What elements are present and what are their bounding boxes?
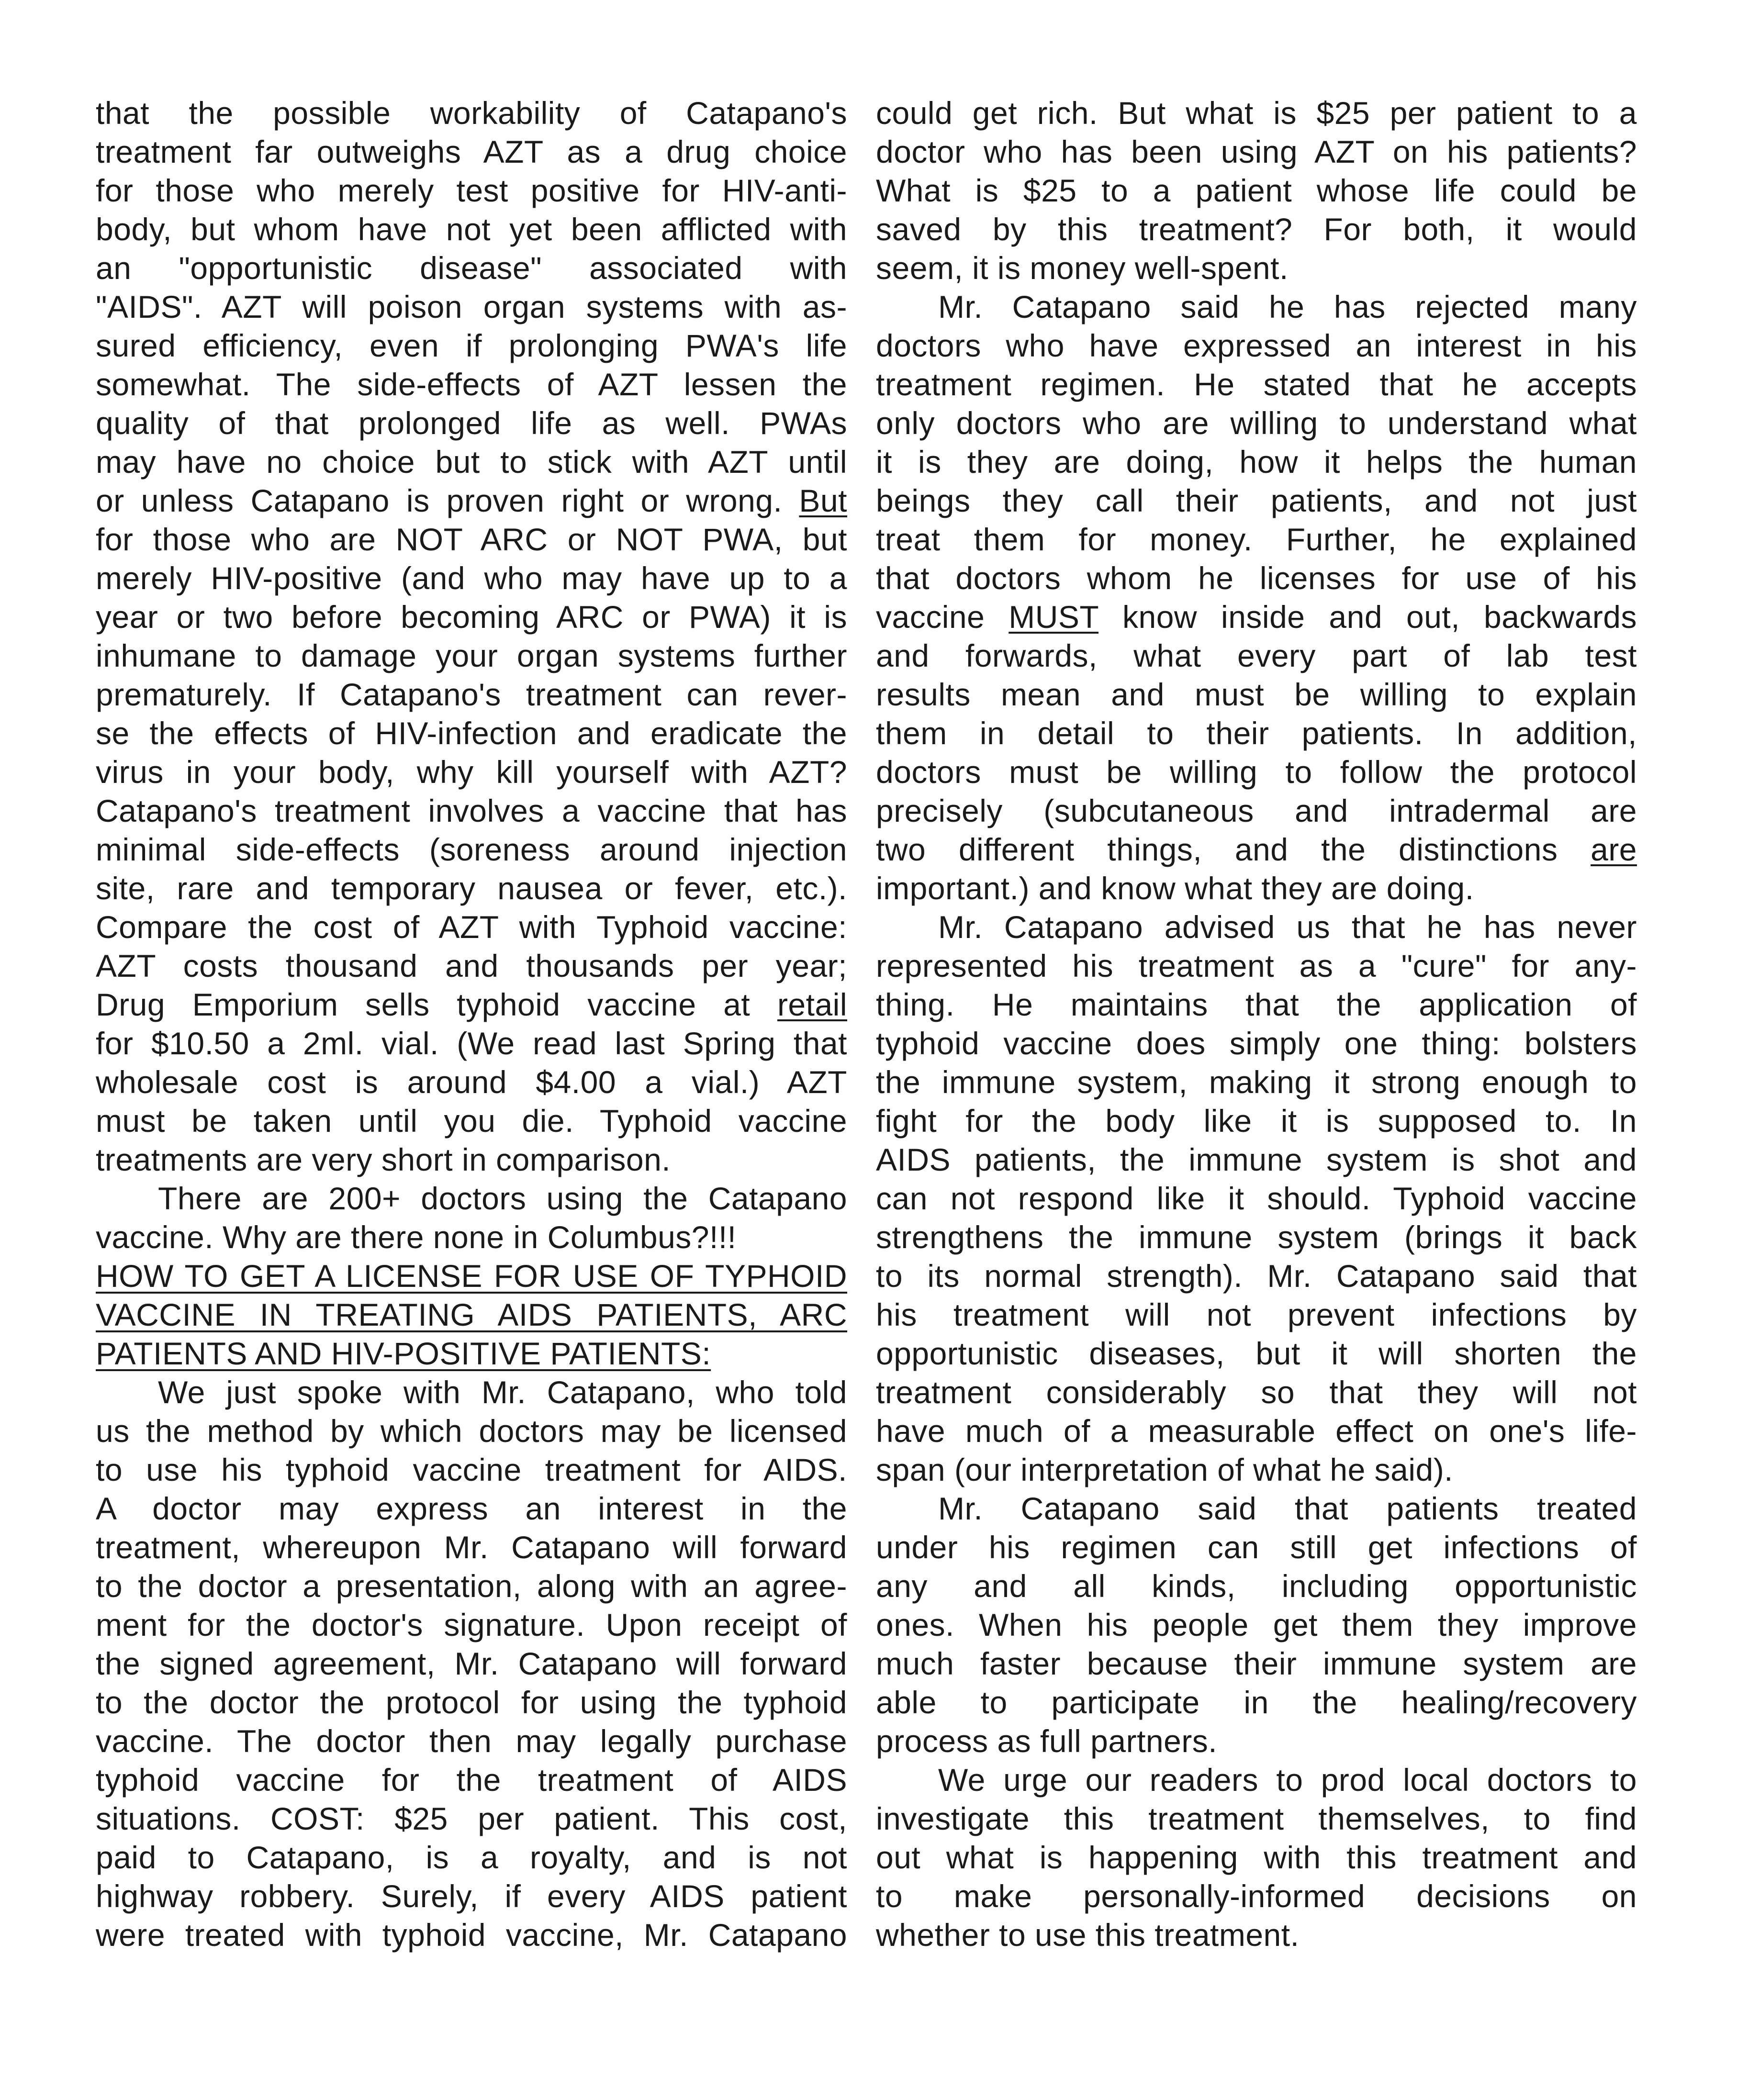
text-line: can not respond like it should. Typhoid vaccine xyxy=(876,1181,1637,1216)
text-line xyxy=(876,598,1637,637)
text-line: process as full partners. xyxy=(876,1723,1218,1759)
section-heading-line: VACCINE IN TREATING AIDS PATIENTS, ARC xyxy=(96,1297,847,1332)
text-run: two different things, and the distinctions xyxy=(876,832,1591,867)
text-line: ment for the doctor's signature. Upon receipt of xyxy=(96,1607,847,1642)
underlined-word-retail: retail xyxy=(777,987,847,1022)
left-column xyxy=(96,94,847,1955)
text-line: were treated with typhoid vaccine, Mr. Catapano xyxy=(96,1917,847,1953)
paragraph-start: We urge our readers to prod local doctors to xyxy=(938,1762,1637,1798)
text-line: seem, it is money well-spent. xyxy=(876,250,1289,286)
text-line: his treatment will not prevent infections by xyxy=(876,1297,1637,1332)
text-line: results mean and must be willing to explain xyxy=(876,677,1637,712)
text-line: have much of a measurable effect on one's life- xyxy=(876,1413,1637,1449)
text-line: ones. When his people get them they improve xyxy=(876,1607,1637,1642)
text-line: whether to use this treatment. xyxy=(876,1917,1300,1953)
text-run: Drug Emporium sells typhoid vaccine at xyxy=(96,987,777,1022)
text-line: site, rare and temporary nausea or fever, etc.). xyxy=(96,871,847,906)
underlined-word-must: MUST xyxy=(1009,599,1099,635)
text-line: precisely (subcutaneous and intradermal are xyxy=(876,793,1637,828)
text-line: investigate this treatment themselves, to find xyxy=(876,1801,1637,1836)
text-line: strengthens the immune system (brings it back xyxy=(876,1219,1637,1255)
text-line: doctors must be willing to follow the protocol xyxy=(876,754,1637,790)
text-line: A doctor may express an interest in the xyxy=(96,1491,847,1526)
text-line: sured efficiency, even if prolonging PWA's life xyxy=(96,328,847,363)
text-line: span (our interpretation of what he said). xyxy=(876,1452,1454,1487)
text-line: to its normal strength). Mr. Catapano said that xyxy=(876,1258,1637,1294)
text-line: us the method by which doctors may be licensed xyxy=(96,1413,847,1449)
text-line: that the possible workability of Catapano's xyxy=(96,95,847,131)
text-line: fight for the body like it is supposed to. In xyxy=(876,1103,1637,1139)
text-line: must be taken until you die. Typhoid vaccine xyxy=(96,1103,847,1139)
text-line: treatment considerably so that they will not xyxy=(876,1374,1637,1410)
text-line: vaccine. The doctor then may legally purchase xyxy=(96,1723,847,1759)
text-line: may have no choice but to stick with AZT until xyxy=(96,444,847,480)
text-line: under his regimen can still get infections of xyxy=(876,1530,1637,1565)
text-line: thing. He maintains that the application of xyxy=(876,987,1637,1022)
paragraph-start: We just spoke with Mr. Catapano, who told xyxy=(158,1374,847,1410)
paragraph-start: Mr. Catapano advised us that he has never xyxy=(938,909,1637,945)
underlined-word-but: But xyxy=(799,483,847,518)
section-heading-line: HOW TO GET A LICENSE FOR USE OF TYPHOID xyxy=(96,1258,847,1294)
text-run: vaccine xyxy=(876,599,1009,635)
text-line: Compare the cost of AZT with Typhoid vaccine: xyxy=(96,909,847,945)
text-line: out what is happening with this treatment and xyxy=(876,1840,1637,1875)
text-line: treat them for money. Further, he explained xyxy=(876,522,1637,557)
text-line: vaccine. Why are there none in Columbus?!!! xyxy=(96,1219,737,1255)
paragraph-start: Mr. Catapano said he has rejected many xyxy=(938,289,1637,324)
text-line: doctors who have expressed an interest in his xyxy=(876,328,1637,363)
text-run: know inside and out, backwards xyxy=(1098,599,1637,635)
text-line: quality of that prolonged life as well. PWAs xyxy=(96,405,847,441)
text-line: to the doctor a presentation, along with an agree- xyxy=(96,1568,847,1604)
text-line: saved by this treatment? For both, it would xyxy=(876,212,1637,247)
text-line: "AIDS". AZT will poison organ systems with as- xyxy=(96,289,847,324)
text-line: beings they call their patients, and not just xyxy=(876,483,1637,518)
text-line: important.) and know what they are doing. xyxy=(876,871,1474,906)
text-line: typhoid vaccine for the treatment of AIDS xyxy=(96,1762,847,1798)
text-line: represented his treatment as a "cure" for any- xyxy=(876,948,1637,983)
text-line: situations. COST: $25 per patient. This cost, xyxy=(96,1801,847,1836)
text-line: to the doctor the protocol for using the typhoid xyxy=(96,1685,847,1720)
text-line: any and all kinds, including opportunistic xyxy=(876,1568,1637,1604)
right-column xyxy=(876,94,1637,1955)
section-heading-line: PATIENTS AND HIV-POSITIVE PATIENTS: xyxy=(96,1336,711,1371)
text-line: much faster because their immune system are xyxy=(876,1646,1637,1681)
text-line: could get rich. But what is $25 per patient to a xyxy=(876,95,1637,131)
text-line: it is they are doing, how it helps the human xyxy=(876,444,1637,480)
text-line: able to participate in the healing/recovery xyxy=(876,1685,1637,1720)
text-line xyxy=(876,830,1637,869)
text-line: paid to Catapano, is a royalty, and is not xyxy=(96,1840,847,1875)
text-line: the signed agreement, Mr. Catapano will forward xyxy=(96,1646,847,1681)
text-line: treatment far outweighs AZT as a drug choice xyxy=(96,134,847,169)
text-line: the immune system, making it strong enough to xyxy=(876,1064,1637,1100)
text-line: minimal side-effects (soreness around injection xyxy=(96,832,847,867)
text-line: to use his typhoid vaccine treatment for AIDS. xyxy=(96,1452,847,1487)
text-line: merely HIV-positive (and who may have up to a xyxy=(96,560,847,596)
text-line: highway robbery. Surely, if every AIDS patient xyxy=(96,1878,847,1914)
text-line: for those who merely test positive for HIV-anti- xyxy=(96,173,847,208)
text-line: body, but whom have not yet been afflicted with xyxy=(96,212,847,247)
text-line: year or two before becoming ARC or PWA) it is xyxy=(96,599,847,635)
text-line xyxy=(96,481,847,520)
text-line xyxy=(96,985,847,1024)
text-line: AIDS patients, the immune system is shot and xyxy=(876,1142,1637,1177)
text-line: prematurely. If Catapano's treatment can rever- xyxy=(96,677,847,712)
text-line: and forwards, what every part of lab test xyxy=(876,638,1637,673)
paragraph-start: There are 200+ doctors using the Catapano xyxy=(158,1181,847,1216)
text-line: What is $25 to a patient whose life could be xyxy=(876,173,1637,208)
text-line: to make personally-informed decisions on xyxy=(876,1878,1637,1914)
text-line: virus in your body, why kill yourself with AZT? xyxy=(96,754,847,790)
text-line: doctor who has been using AZT on his patients? xyxy=(876,134,1637,169)
text-line: for $10.50 a 2ml. vial. (We read last Spring that xyxy=(96,1026,847,1061)
text-line: them in detail to their patients. In addition, xyxy=(876,715,1637,751)
text-line: se the effects of HIV-infection and eradicate the xyxy=(96,715,847,751)
underlined-word-are: are xyxy=(1591,832,1637,867)
text-line: somewhat. The side-effects of AZT lessen the xyxy=(96,367,847,402)
text-line: for those who are NOT ARC or NOT PWA, but xyxy=(96,522,847,557)
text-line: that doctors whom he licenses for use of his xyxy=(876,560,1637,596)
text-run: or unless Catapano is proven right or wrong. xyxy=(96,483,799,518)
text-line: Catapano's treatment involves a vaccine that has xyxy=(96,793,847,828)
text-line: only doctors who are willing to understand what xyxy=(876,405,1637,441)
text-line: treatment regimen. He stated that he accepts xyxy=(876,367,1637,402)
text-line: treatment, whereupon Mr. Catapano will forward xyxy=(96,1530,847,1565)
text-line: wholesale cost is around $4.00 a vial.) AZT xyxy=(96,1064,847,1100)
text-line: AZT costs thousand and thousands per year; xyxy=(96,948,847,983)
text-line: inhumane to damage your organ systems further xyxy=(96,638,847,673)
text-line: opportunistic diseases, but it will shorten the xyxy=(876,1336,1637,1371)
paragraph-start: Mr. Catapano said that patients treated xyxy=(938,1491,1637,1526)
text-line: typhoid vaccine does simply one thing: bolsters xyxy=(876,1026,1637,1061)
text-line: treatments are very short in comparison. xyxy=(96,1142,671,1177)
text-line: an "opportunistic disease" associated with xyxy=(96,250,847,286)
